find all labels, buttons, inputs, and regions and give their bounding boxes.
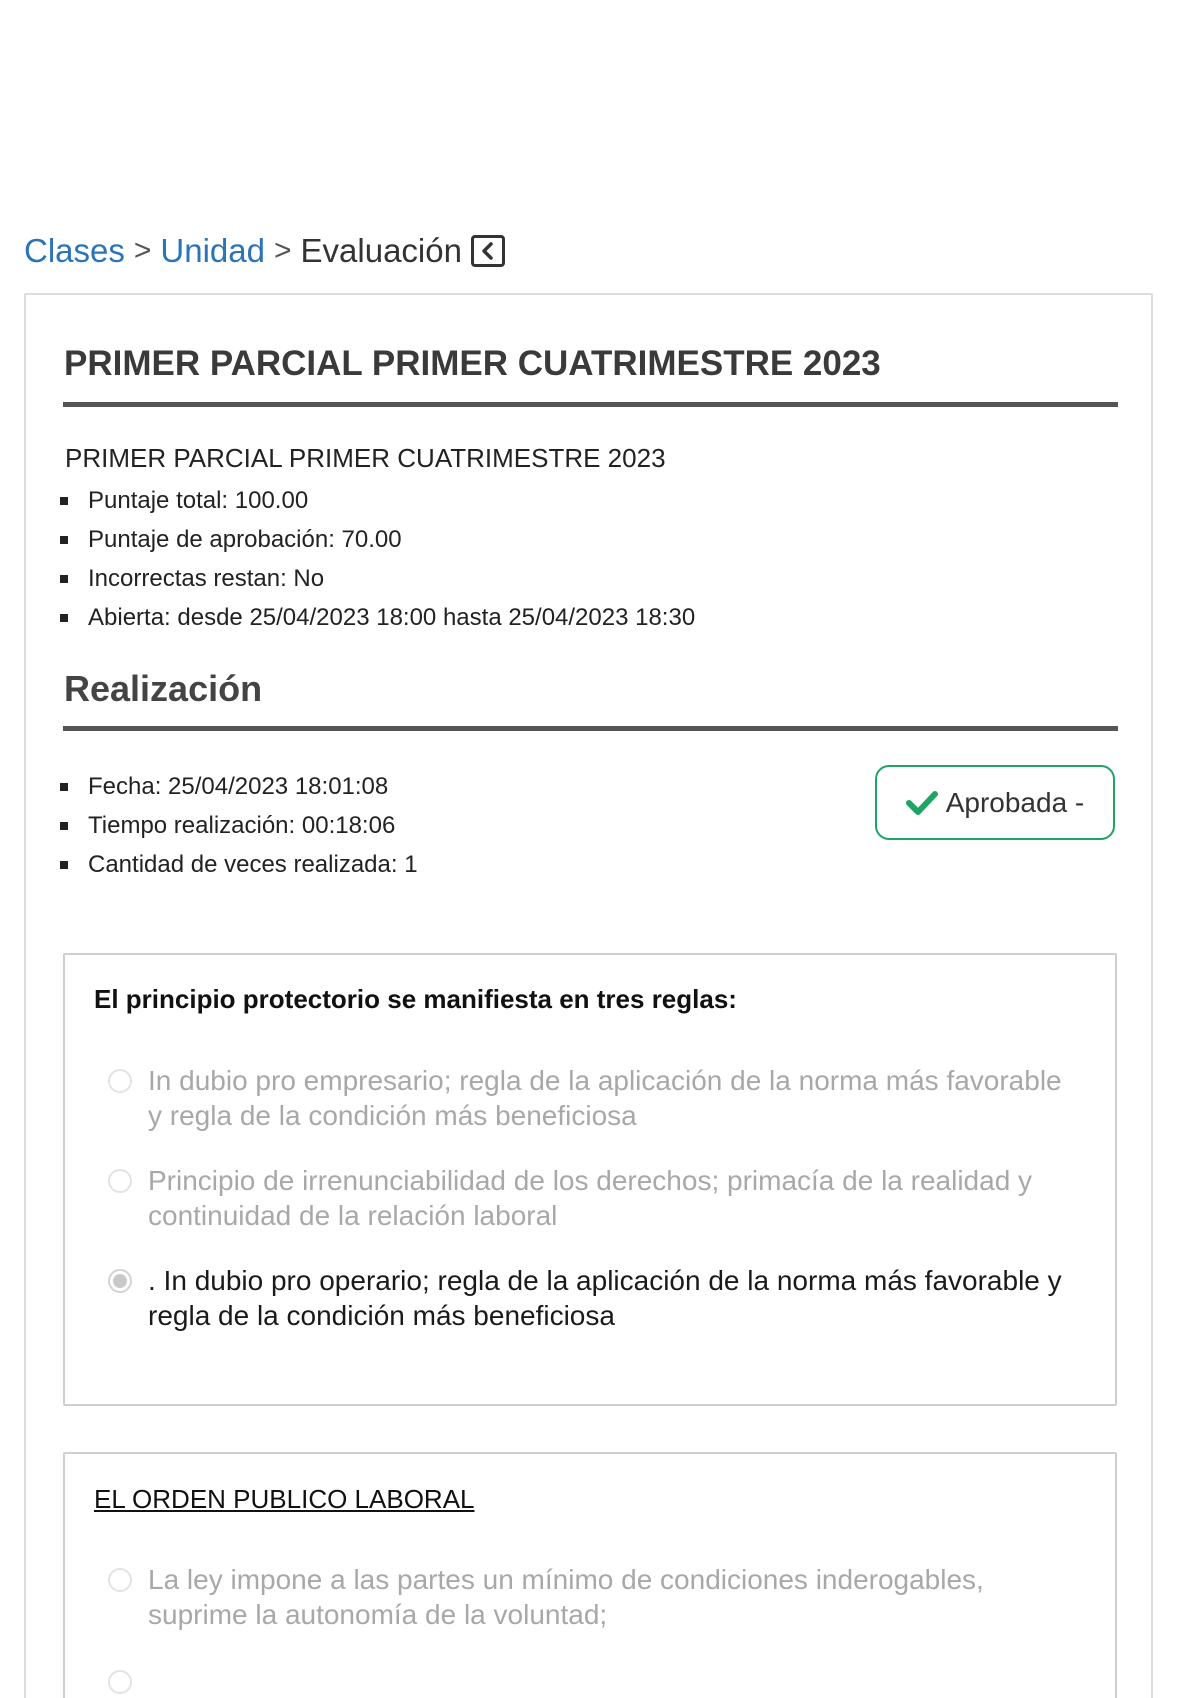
option-text: In dubio pro empresario; regla de la aplicación de la norma más favorable y regla de la condición más beneficiosa (148, 1065, 1062, 1131)
detail-text: Tiempo realización: 00:18:06 (88, 811, 396, 839)
list-item (60, 481, 695, 520)
realizacion-details-list (60, 767, 418, 884)
page-title: PRIMER PARCIAL PRIMER CUATRIMESTRE 2023 (64, 344, 881, 383)
answer-option (108, 1063, 1078, 1133)
answer-option (108, 1664, 1078, 1694)
option-text: . In dubio pro operario; regla de la aplicación de la norma más favorable y regla de la condición más beneficiosa (148, 1265, 1062, 1331)
status-text: Aprobada - (945, 786, 1085, 818)
answer-option (108, 1163, 1078, 1233)
question-text: El principio protectorio se manifiesta en tres reglas: (94, 984, 737, 1014)
bullet-icon (60, 861, 68, 869)
chevron-left-icon (480, 242, 496, 260)
answer-option (108, 1562, 1078, 1632)
detail-text: Abierta: desde 25/04/2023 18:00 hasta 25/04/2023 18:30 (88, 603, 696, 631)
check-icon (906, 790, 938, 816)
realizacion-divider (63, 726, 1118, 731)
title-divider (63, 402, 1118, 407)
bullet-icon (60, 783, 68, 791)
detail-text: Puntaje de aprobación: 70.00 (88, 525, 402, 553)
list-item (60, 806, 418, 845)
radio-button-selected[interactable] (108, 1269, 132, 1293)
realizacion-heading: Realización (64, 668, 263, 709)
radio-button[interactable] (108, 1568, 132, 1592)
breadcrumb-separator: > (133, 234, 152, 267)
detail-text: Puntaje total: 100.00 (88, 486, 309, 514)
list-item (60, 598, 695, 637)
option-text: Principio de irrenunciabilidad de los derechos; primacía de la realidad y continuidad de la relación laboral (148, 1165, 1033, 1231)
bullet-icon (60, 822, 68, 830)
list-item (60, 520, 695, 559)
breadcrumb-separator: > (273, 234, 292, 267)
evaluation-subtitle: PRIMER PARCIAL PRIMER CUATRIMESTRE 2023 (65, 443, 666, 473)
bullet-icon (60, 614, 68, 622)
question-text: EL ORDEN PUBLICO LABORAL (94, 1484, 475, 1514)
radio-button[interactable] (108, 1169, 132, 1193)
status-badge (875, 765, 1115, 840)
list-item (60, 767, 418, 806)
detail-text: Cantidad de veces realizada: 1 (88, 850, 418, 878)
bullet-icon (60, 536, 68, 544)
evaluation-details-list (60, 481, 695, 637)
detail-text: Fecha: 25/04/2023 18:01:08 (88, 772, 389, 800)
answer-option-selected (108, 1263, 1078, 1333)
option-text: La ley impone a las partes un mínimo de condiciones inderogables, suprime la autonomía de la voluntad; (148, 1564, 984, 1630)
list-item (60, 559, 695, 598)
list-item (60, 845, 418, 884)
detail-text: Incorrectas restan: No (88, 564, 325, 592)
breadcrumb (24, 232, 505, 270)
radio-button[interactable] (108, 1069, 132, 1093)
radio-button[interactable] (108, 1670, 132, 1694)
breadcrumb-current: Evaluación (300, 232, 462, 269)
bullet-icon (60, 575, 68, 583)
breadcrumb-clases-link[interactable]: Clases (24, 232, 125, 269)
breadcrumb-unidad-link[interactable]: Unidad (160, 232, 265, 269)
bullet-icon (60, 497, 68, 505)
back-button[interactable] (471, 235, 505, 267)
